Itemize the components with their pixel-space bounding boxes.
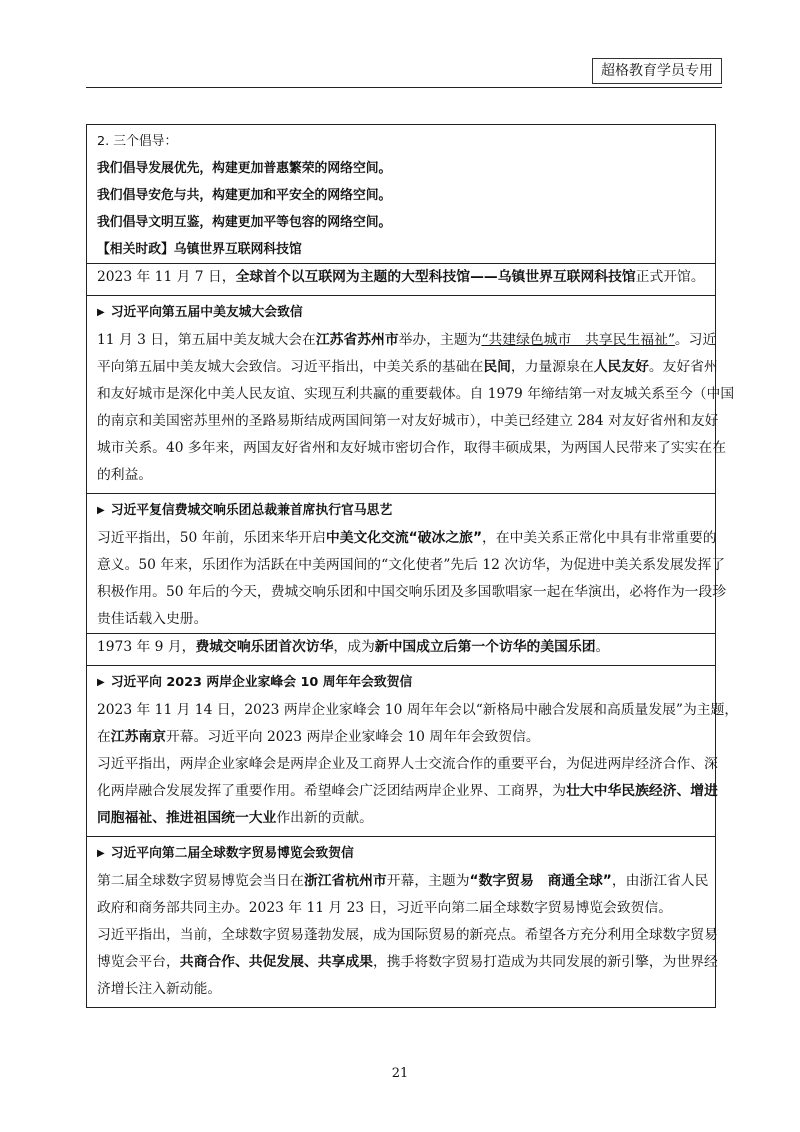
paragraph-line: 习近平指出，两岸企业家峰会是两岸企业及工商界人士交流合作的重要平台，为促进两岸经济合作、深 <box>97 756 718 772</box>
advocacy-line: 我们倡导安危与共，构建更加和平安全的网络空间。 <box>97 188 392 203</box>
related-news-heading: 【相关时政】乌镇世界互联网科技馆 <box>97 242 302 257</box>
paragraph-line: 1973 年 9 月，费城交响乐团首次访华，成为新中国成立后第一个访华的美国乐团。 <box>97 639 610 655</box>
header-badge: 超格教育学员专用 <box>592 58 722 84</box>
paragraph-line: 政府和商务部共同主办。2023 年 11 月 23 日，习近平向第二届全球数字贸易博览会致贺信。 <box>97 900 673 916</box>
triangle-bullet-icon: ▶ <box>97 677 105 688</box>
paragraph-line: 积极作用。50 年后的今天，费城交响乐团和中国交响乐团及多国歌唱家一起在华演出，必将作为一段珍 <box>97 584 727 600</box>
paragraph-line: 同胞福祉、推进祖国统一大业作出新的贡献。 <box>97 810 373 826</box>
triangle-bullet-icon: ▶ <box>97 848 105 859</box>
paragraph-line: 贵佳话载入史册。 <box>97 611 208 627</box>
section-digital-trade-expo <box>87 836 718 1007</box>
triangle-bullet-icon: ▶ <box>97 307 105 318</box>
paragraph-line: 的利益。 <box>97 467 153 483</box>
section-heading: ▶ 习近平向 2023 两岸企业家峰会 10 周年年会致贺信 <box>97 675 413 690</box>
section-cross-strait-summit <box>87 665 739 836</box>
paragraph-line: 化两岸融合发展发挥了重要作用。希望峰会广泛团结两岸企业界、工商界，为壮大中华民族经济、增进 <box>97 783 718 799</box>
section-heading: ▶ 习近平复信费城交响乐团总裁兼首席执行官马思艺 <box>97 503 393 518</box>
paragraph-line: 的南京和美国密苏里州的圣路易斯结成两国间第一对友好城市），中美已经建立 284 对友好省州和友好 <box>97 413 719 429</box>
paragraph-line: 博览会平台，共商合作、共促发展、共享成果，携手将数字贸易打造成为共同发展的新引擎，为世界经 <box>97 954 718 970</box>
section-philadelphia-orchestra <box>87 493 727 665</box>
section-three-advocacies <box>87 125 715 295</box>
paragraph-line: 平向第五届中美友城大会致信。习近平指出，中美关系的基础在民间，力量源泉在人民友好。友好省州 <box>97 359 718 375</box>
paragraph-line: 习近平指出，50 年前，乐团来华开启中美文化交流“破冰之旅”，在中美关系正常化中具有非常重要的 <box>97 530 717 546</box>
section-heading: ▶ 习近平向第二届全球数字贸易博览会致贺信 <box>97 846 354 861</box>
section-title: 2. 三个倡导： <box>97 134 178 149</box>
header-divider <box>86 87 722 88</box>
advocacy-line: 我们倡导发展优先，构建更加普惠繁荣的网络空间。 <box>97 161 392 176</box>
paragraph-line: 在江苏南京开幕。习近平向 2023 两岸企业家峰会 10 周年年会致贺信。 <box>97 729 540 745</box>
advocacy-line: 我们倡导文明互鉴，构建更加平等包容的网络空间。 <box>97 215 392 230</box>
paragraph-line: 习近平指出，当前，全球数字贸易蓬勃发展，成为国际贸易的新亮点。希望各方充分利用全球数字贸易 <box>97 927 718 943</box>
paragraph-line: 第二届全球数字贸易博览会当日在浙江省杭州市开幕，主题为“数字贸易 商通全球”，由浙江省人民 <box>97 873 709 889</box>
paragraph-line: 城市关系。40 多年来，两国友好省州和友好城市密切合作，取得丰硕成果，为两国人民带来了实实在在 <box>97 440 727 456</box>
paragraph-line: 2023 年 11 月 7 日，全球首个以互联网为主题的大型科技馆——乌镇世界互联网科技馆正式开馆。 <box>97 269 705 285</box>
paragraph-line: 11 月 3 日，第五届中美友城大会在江苏省苏州市举办，主题为“共建绿色城市 共享民生福祉”。习近 <box>97 332 717 348</box>
paragraph-line: 济增长注入新动能。 <box>97 981 222 997</box>
paragraph-line: 和友好城市是深化中美人民友谊、实现互利共赢的重要载体。自 1979 年缔结第一对友城关系至今（中国 <box>97 386 735 402</box>
section-heading: ▶ 习近平向第五届中美友城大会致信 <box>97 305 303 320</box>
paragraph-line: 意义。50 年来，乐团作为活跃在中美两国间的“文化使者”先后 12 次访华，为促进中美关系发展发挥了 <box>97 557 726 573</box>
page-number: 21 <box>391 1066 409 1081</box>
content-table <box>86 124 739 1008</box>
paragraph-line: 2023 年 11 月 14 日，2023 两岸企业家峰会 10 周年年会以“新格局中融合发展和高质量发展”为主题， <box>97 702 739 718</box>
section-sino-us-sister-cities <box>87 295 735 493</box>
triangle-bullet-icon: ▶ <box>97 505 105 516</box>
